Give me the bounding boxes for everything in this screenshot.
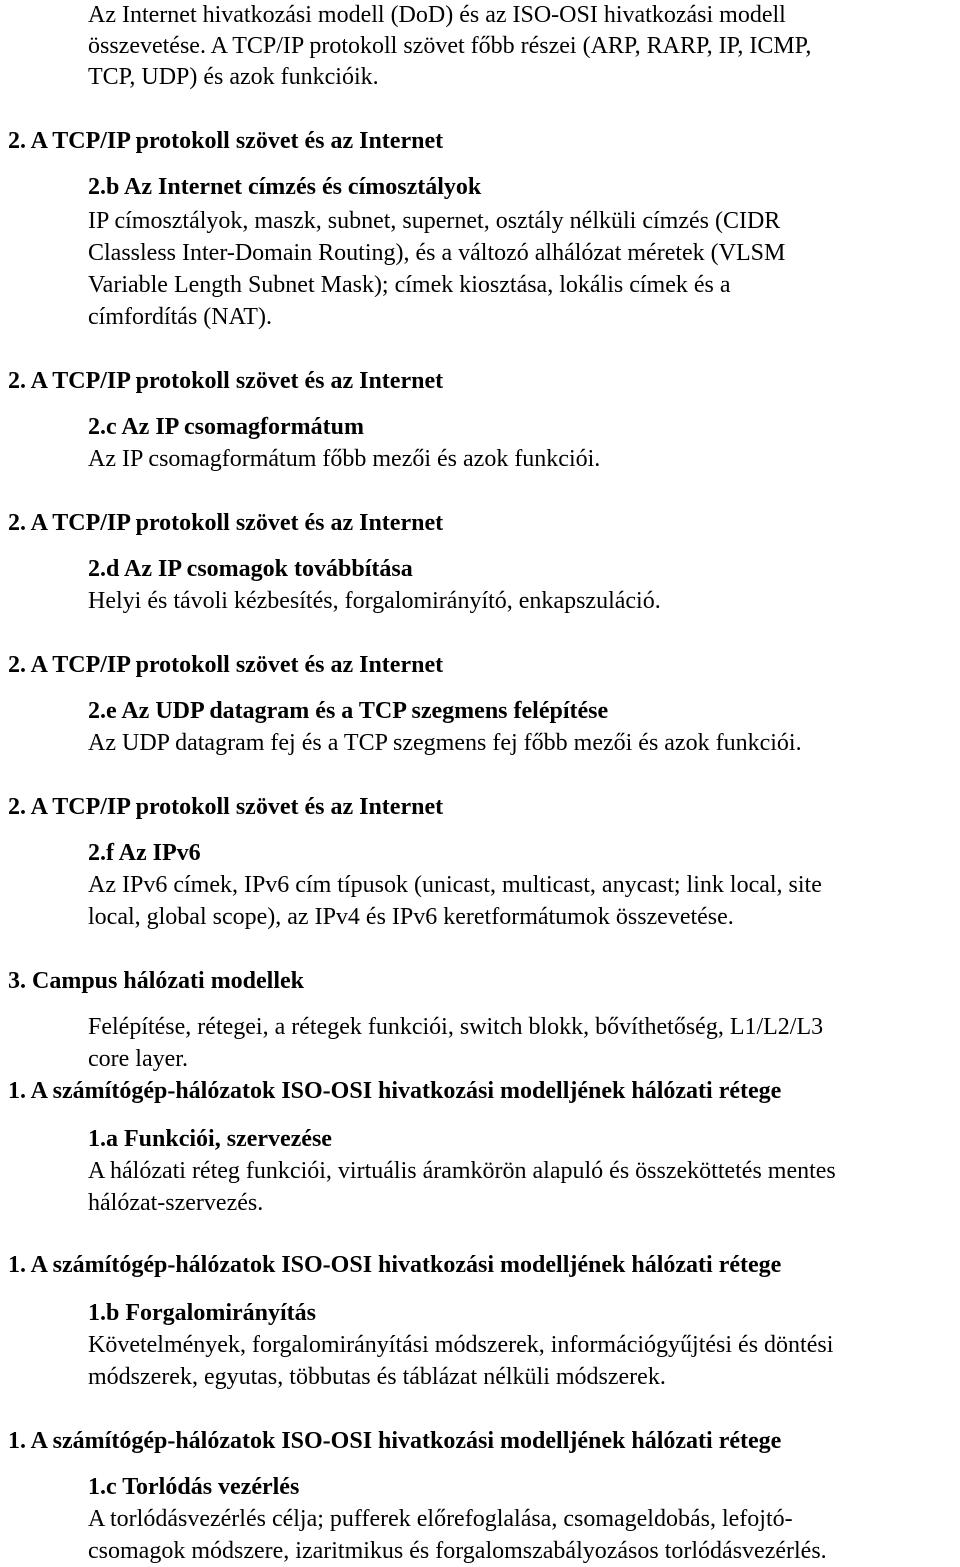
- body-text: Az IP csomagformátum főbb mezői és azok funkciói.: [88, 446, 601, 472]
- section-title: 2.e Az UDP datagram és a TCP szegmens felépítése: [88, 698, 609, 724]
- chapter-heading: 1. A számítógép-hálózatok ISO-OSI hivatkozási modelljének hálózati rétege: [8, 1078, 782, 1104]
- body-text: Követelmények, forgalomirányítási módszerek, információgyűjtési és döntési: [88, 1332, 834, 1358]
- chapter-heading: 1. A számítógép-hálózatok ISO-OSI hivatkozási modelljének hálózati rétege: [8, 1252, 782, 1278]
- body-text: összevetése. A TCP/IP protokoll szövet főbb részei (ARP, RARP, IP, ICMP,: [88, 33, 812, 59]
- section-title: 2.d Az IP csomagok továbbítása: [88, 556, 413, 582]
- body-text: Variable Length Subnet Mask); címek kiosztása, lokális címek és a: [88, 272, 731, 298]
- body-text: A hálózati réteg funkciói, virtuális áramkörön alapuló és összeköttetés mentes: [88, 1158, 836, 1184]
- section-title: 1.b Forgalomirányítás: [88, 1300, 316, 1326]
- body-text: Classless Inter-Domain Routing), és a változó alhálózat méretek (VLSM: [88, 240, 786, 266]
- section-title: 1.a Funkciói, szervezése: [88, 1126, 332, 1152]
- body-text: TCP, UDP) és azok funkcióik.: [88, 64, 379, 90]
- section-title: 2.f Az IPv6: [88, 840, 201, 866]
- chapter-heading: 2. A TCP/IP protokoll szövet és az Internet: [8, 510, 444, 536]
- chapter-heading: 2. A TCP/IP protokoll szövet és az Internet: [8, 652, 444, 678]
- body-text: Az IPv6 címek, IPv6 cím típusok (unicast, multicast, anycast; link local, site: [88, 872, 822, 898]
- body-text: Felépítése, rétegei, a rétegek funkciói, switch blokk, bővíthetőség, L1/L2/L3: [88, 1014, 824, 1040]
- body-text: címfordítás (NAT).: [88, 304, 272, 330]
- body-text: Az Internet hivatkozási modell (DoD) és az ISO-OSI hivatkozási modell: [88, 2, 786, 28]
- chapter-heading: 2. A TCP/IP protokoll szövet és az Internet: [8, 368, 444, 394]
- chapter-heading: 1. A számítógép-hálózatok ISO-OSI hivatkozási modelljének hálózati rétege: [8, 1428, 782, 1454]
- chapter-heading: 3. Campus hálózati modellek: [8, 968, 305, 994]
- body-text: Helyi és távoli kézbesítés, forgalomirányító, enkapszuláció.: [88, 588, 661, 614]
- body-text: hálózat-szervezés.: [88, 1190, 264, 1216]
- chapter-heading: 2. A TCP/IP protokoll szövet és az Internet: [8, 794, 444, 820]
- chapter-heading: 2. A TCP/IP protokoll szövet és az Internet: [8, 128, 444, 154]
- body-text: csomagok módszere, izaritmikus és forgalomszabályozásos torlódásvezérlés.: [88, 1538, 827, 1564]
- section-title: 1.c Torlódás vezérlés: [88, 1474, 300, 1500]
- body-text: módszerek, egyutas, többutas és táblázat nélküli módszerek.: [88, 1364, 666, 1390]
- body-text: A torlódásvezérlés célja; pufferek előrefoglalása, csomageldobás, lefojtó-: [88, 1506, 793, 1532]
- body-text: core layer.: [88, 1046, 188, 1072]
- body-text: local, global scope), az IPv4 és IPv6 keretformátumok összevetése.: [88, 904, 734, 930]
- section-title: 2.c Az IP csomagformátum: [88, 414, 364, 440]
- section-title: 2.b Az Internet címzés és címosztályok: [88, 174, 482, 200]
- body-text: Az UDP datagram fej és a TCP szegmens fej főbb mezői és azok funkciói.: [88, 730, 802, 756]
- body-text: IP címosztályok, maszk, subnet, supernet, osztály nélküli címzés (CIDR: [88, 208, 781, 234]
